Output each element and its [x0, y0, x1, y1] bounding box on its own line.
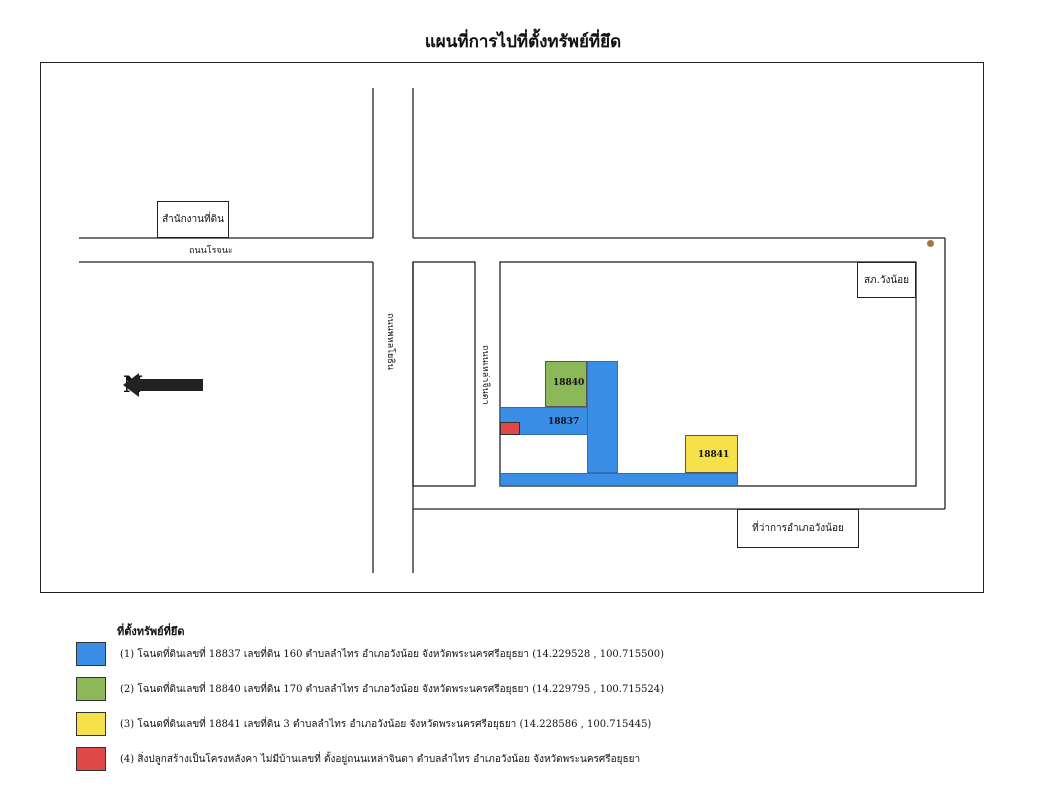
- road-label-rojana: ถนนโรจนะ: [189, 246, 233, 256]
- parcel-18840-label: 18840: [553, 378, 585, 388]
- roof-structure: [500, 422, 520, 435]
- legend-swatch-red: [76, 747, 106, 771]
- legend-item: [76, 677, 664, 701]
- legend-item-text: (3) โฉนดที่ดินเลขที่ 18841 เลขที่ดิน 3 ตำบลลำไทร อำเภอวังน้อย จังหวัดพระนครศรีอยุธยา (14.228586 , 100.715445): [120, 718, 652, 730]
- median-block: [413, 262, 475, 486]
- parcel-18837-strip: [587, 361, 618, 473]
- legend-title: ที่ตั้งทรัพย์ที่ยึด: [117, 625, 185, 638]
- legend-item: [76, 712, 651, 736]
- road-label-lao-chinda: ถนนเหล่าจินดา: [480, 345, 490, 405]
- legend-item: [76, 747, 640, 771]
- road-label-phahonyothin: ถนนพหลโยธิน: [385, 313, 395, 370]
- map-marker-icon: [927, 240, 934, 247]
- police-station-label: สภ.วังน้อย: [857, 262, 916, 298]
- legend-item-text: (2) โฉนดที่ดินเลขที่ 18840 เลขที่ดิน 170 ตำบลลำไทร อำเภอวังน้อย จังหวัดพระนครศรีอยุธยา (14.229795 , 100.715524): [120, 683, 665, 695]
- legend-swatch-green: [76, 677, 106, 701]
- map-canvas: [40, 62, 984, 593]
- district-office-label: ที่ว่าการอำเภอวังน้อย: [737, 509, 859, 548]
- map-title: แผนที่การไปที่ตั้งทรัพย์ที่ยึด: [424, 32, 622, 52]
- north-arrow: [123, 372, 151, 398]
- legend-item-text: (1) โฉนดที่ดินเลขที่ 18837 เลขที่ดิน 160 ตำบลลำไทร อำเภอวังน้อย จังหวัดพระนครศรีอยุธยา (14.229528 , 100.715500): [120, 648, 665, 660]
- land-office-label: สำนักงานที่ดิน: [157, 201, 229, 238]
- legend-swatch-blue: [76, 642, 106, 666]
- parcel-18837-label: 18837: [548, 417, 580, 427]
- legend-swatch-yellow: [76, 712, 106, 736]
- legend-item-text: (4) สิ่งปลูกสร้างเป็นโครงหลังคา ไม่มีบ้านเลขที่ ตั้งอยู่ถนนเหล่าจินดา ตำบลลำไทร อำเภอวังน้อย จังหวัดพระนครศรีอยุธยา: [120, 753, 641, 765]
- arrow-left-icon: [123, 372, 205, 398]
- legend-item: [76, 642, 664, 666]
- parcel-18841-label: 18841: [698, 450, 730, 460]
- parcel-18837-bottom: [500, 473, 738, 486]
